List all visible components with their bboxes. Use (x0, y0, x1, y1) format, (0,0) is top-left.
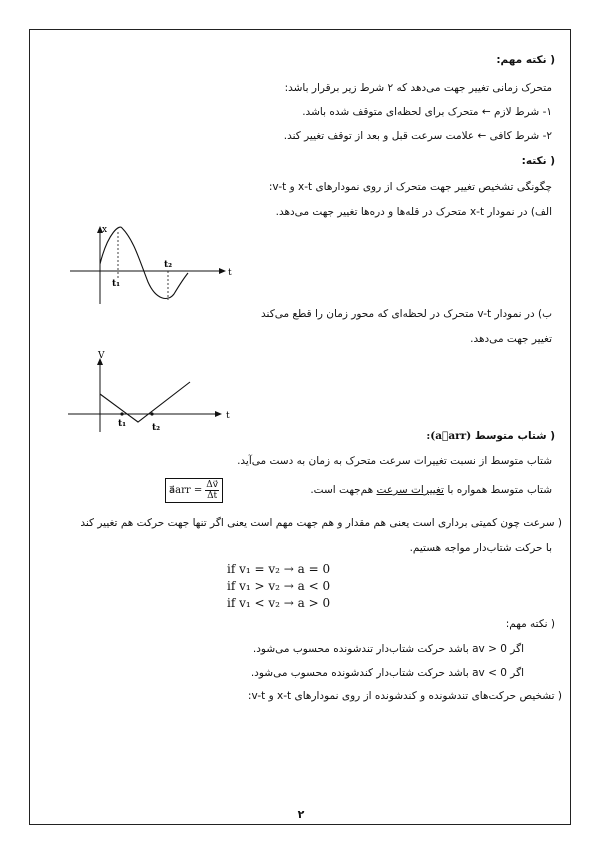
accel-line2-post: هم‌جهت است. (310, 484, 374, 496)
vt-t2-label: t₂ (152, 423, 161, 433)
page-number: ۲ (297, 808, 305, 821)
note1-line1: متحرک زمانی تغییر جهت می‌دهد که ۲ شرط زیر برقرار باشد: (284, 82, 552, 94)
accel-line4: با حرکت شتاب‌دار مواجه هستیم. (409, 542, 552, 554)
accel-line2-pre: شتاب متوسط همواره با (447, 484, 552, 496)
note3-line1: اگر av > 0 باشد حرکت شتاب‌دار تندشونده محسوب می‌شود. (252, 643, 524, 655)
accel-line2 (310, 483, 552, 497)
accel-heading-symbol: (a⃗arr): (426, 430, 472, 442)
note1-heading: ( نکته مهم: (496, 54, 555, 66)
accel-formula-box (165, 478, 223, 503)
vt-t1-label: t₁ (118, 419, 127, 429)
formula-denominator: Δt (207, 491, 218, 501)
note3-line2: اگر av < 0 باشد حرکت شتاب‌دار کندشونده محسوب می‌شود. (250, 667, 524, 679)
vt-t-label: t (226, 411, 230, 421)
vt-v-label: V (98, 351, 105, 361)
accel-heading (426, 429, 555, 443)
case-3: if v₁ < v₂ → a > 0 (227, 596, 331, 610)
xt-graph (60, 222, 240, 312)
note1-condition2: ۲- شرط کافی ← علامت سرعت قبل و بعد از توقف تغییر کند. (283, 130, 552, 142)
vt-graph (60, 348, 240, 438)
formula-numerator: Δv⃗ (206, 480, 219, 490)
note3-line3: ( تشخیص حرکت‌های تندشونده و کندشونده از روی نمودارهای x-t و v-t: (247, 690, 562, 702)
note3-heading: ( نکته مهم: (505, 618, 555, 630)
xt-t-label: t (228, 268, 232, 278)
case-1: if v₁ = v₂ → a = 0 (227, 562, 331, 576)
formula-lhs: a⃗arr = (169, 485, 203, 496)
accel-line3: ( سرعت چون کمیتی برداری است یعنی هم مقدار و هم جهت مهم است یعنی اگر تنها جهت حرکت هم تغییر کند (80, 517, 562, 529)
note2-part-b-line1: ب) در نمودار v-t متحرک در لحظه‌ای که محور زمان را قطع می‌کند (261, 308, 552, 320)
formula-fraction (205, 480, 219, 501)
accel-heading-text: ( شتاب متوسط (474, 430, 555, 442)
note1-condition1: ۱- شرط لازم ← متحرک برای لحظه‌ای متوقف شده باشد. (302, 106, 552, 118)
xt-x-label: x (102, 225, 108, 235)
note2-part-a: الف) در نمودار x-t متحرک در قله‌ها و دره‌ها تغییر جهت می‌دهد. (275, 206, 552, 218)
xt-t2-label: t₂ (164, 260, 173, 270)
note2-heading: ( نکته: (521, 155, 555, 167)
case-2: if v₁ > v₂ → a < 0 (227, 579, 331, 593)
accel-line2-underlined: تغییرات سرعت (376, 484, 444, 496)
note2-line1: چگونگی تشخیص تغییر جهت متحرک از روی نمودارهای x-t و v-t: (268, 181, 552, 193)
note2-part-b-line2: تغییر جهت می‌دهد. (470, 333, 552, 345)
accel-line1: شتاب متوسط از نسبت تغییرات سرعت متحرک به زمان به دست می‌آید. (237, 455, 552, 467)
xt-t1-label: t₁ (112, 279, 121, 289)
